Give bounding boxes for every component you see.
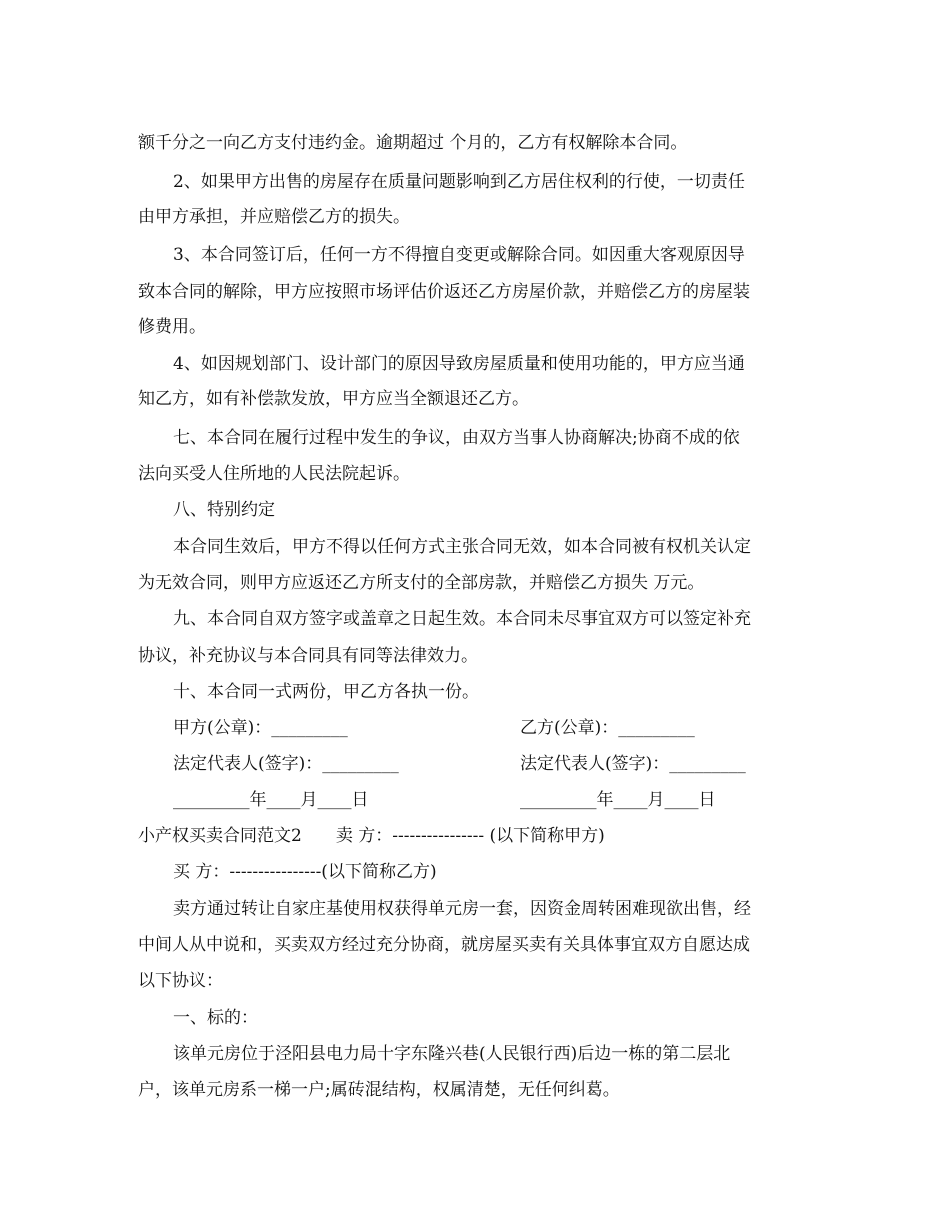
paragraph-line: 致本合同的解除，甲方应按照市场评估价返还乙方房屋价款，并赔偿乙方的房屋装 xyxy=(138,282,750,302)
paragraph-line: 小产权买卖合同范文2 卖 方：---------------- (以下简称甲方) xyxy=(138,826,605,846)
party-b-representative: 法定代表人(签字)：_________ xyxy=(520,754,746,774)
paragraph-line: 本合同生效后，甲方不得以任何方式主张合同无效，如本合同被有权机关认定 xyxy=(173,537,751,557)
paragraph-line: 七、本合同在履行过程中发生的争议，由双方当事人协商解决;协商不成的依 xyxy=(173,428,740,448)
paragraph-line: 由甲方承担，并应赔偿乙方的损失。 xyxy=(138,207,410,227)
party-a-representative: 法定代表人(签字)：_________ xyxy=(173,754,399,774)
section-heading: 八、特别约定 xyxy=(173,500,275,520)
paragraph-line: 以下协议： xyxy=(138,971,223,991)
paragraph-line: 协议，补充协议与本合同具有同等法律效力。 xyxy=(138,646,478,666)
paragraph-line: 九、本合同自双方签字或盖章之日起生效。本合同未尽事宜双方可以签定补充 xyxy=(173,609,751,629)
paragraph-line: 2、如果甲方出售的房屋存在质量问题影响到乙方居住权利的行使，一切责任 xyxy=(173,172,745,192)
party-a-seal: 甲方(公章)：_________ xyxy=(173,718,348,738)
paragraph-line: 3、本合同签订后，任何一方不得擅自变更或解除合同。如因重大客观原因导 xyxy=(173,245,745,265)
section-heading: 一、标的： xyxy=(173,1008,258,1028)
paragraph-line: 修费用。 xyxy=(138,317,206,337)
paragraph-line: 户，该单元房系一梯一户;属砖混结构，权属清楚，无任何纠葛。 xyxy=(138,1080,620,1100)
paragraph-line: 4、如因规划部门、设计部门的原因导致房屋质量和使用功能的，甲方应当通 xyxy=(173,354,745,374)
paragraph-line: 额千分之一向乙方支付违约金。逾期超过 个月的，乙方有权解除本合同。 xyxy=(138,133,688,153)
paragraph-line: 十、本合同一式两份，甲乙方各执一份。 xyxy=(173,682,479,702)
paragraph-line: 卖方通过转让自家庄基使用权获得单元房一套，因资金周转困难现欲出售，经 xyxy=(173,899,751,919)
paragraph-line: 知乙方，如有补偿款发放，甲方应当全额退还乙方。 xyxy=(138,389,529,409)
paragraph-line: 法向买受人住所地的人民法院起诉。 xyxy=(138,464,410,484)
paragraph-line: 为无效合同，则甲方应返还乙方所支付的全部房款，并赔偿乙方损失 万元。 xyxy=(138,573,705,593)
party-b-seal: 乙方(公章)：_________ xyxy=(520,718,695,738)
paragraph-line: 买 方：----------------(以下简称乙方) xyxy=(173,862,437,882)
party-a-date: _________年____月____日 xyxy=(173,790,369,810)
party-b-date: _________年____月____日 xyxy=(520,790,716,810)
paragraph-line: 该单元房位于泾阳县电力局十字东隆兴巷(人民银行西)后边一栋的第二层北 xyxy=(173,1044,731,1064)
paragraph-line: 中间人从中说和，买卖双方经过充分协商，就房屋买卖有关具体事宜双方自愿达成 xyxy=(138,935,750,955)
